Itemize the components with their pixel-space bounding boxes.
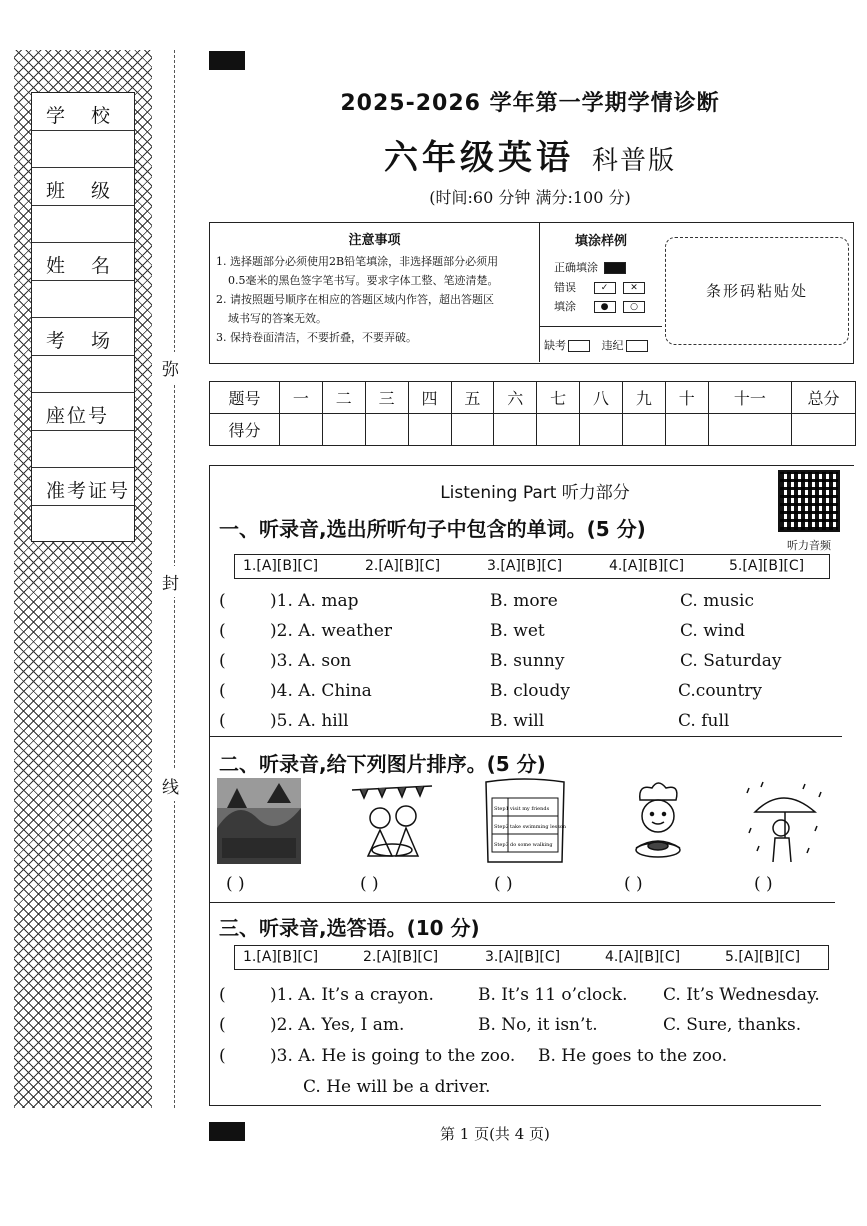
q-paren: ( [219, 651, 226, 671]
score-header-cell: 二 [322, 382, 365, 414]
rain-picture [743, 778, 827, 864]
q-paren: ( [219, 985, 226, 1005]
correct-fill-row [554, 259, 628, 275]
score-value-row [210, 414, 856, 446]
q-paren: ( [219, 1015, 226, 1035]
section-2-title: 二、听录音,给下列图片排序。(5 分) [219, 752, 546, 776]
q-option-a: )4. A. China [270, 681, 372, 701]
picture-answer-blank[interactable]: ( ) [226, 874, 245, 894]
q-option-a: )5. A. hill [270, 711, 349, 731]
score-cell[interactable] [365, 414, 408, 446]
wrong-fill-row-1 [554, 279, 647, 295]
score-cell[interactable] [580, 414, 623, 446]
exam-meta: (时间:60 分钟 满分:100 分) [429, 188, 631, 207]
absent-label: 缺考 [544, 339, 566, 352]
q-paren: ( [219, 681, 226, 701]
seat-label: 座位号 [32, 393, 134, 431]
schedule-cell: take swimming lessons [510, 824, 566, 830]
answer-option[interactable]: 3.[A][B][C] [487, 558, 563, 574]
seal-char-3: 线 [162, 770, 179, 801]
score-cell[interactable] [623, 414, 666, 446]
score-cell[interactable] [280, 414, 323, 446]
notice-item: 2. 请按照题号顺序在相应的答题区域内作答，超出答题区 [216, 293, 494, 306]
chef-picture [616, 778, 700, 864]
exam-id-label: 准考证号 [32, 468, 134, 506]
score-header-cell: 总分 [792, 382, 856, 414]
name-field[interactable] [32, 281, 134, 319]
notice-item: 0.5毫米的黑色签字笔书写。要求字体工整、笔迹清楚。 [228, 274, 499, 287]
answer-bar-1 [234, 554, 830, 579]
correct-fill-label: 正确填涂 [554, 261, 598, 274]
notice-item: 域书写的答案无效。 [228, 312, 327, 325]
school-field[interactable] [32, 131, 134, 169]
page-number: 第 1 页(共 4 页) [440, 1125, 550, 1143]
q-option-c: C. music [680, 591, 754, 611]
section-1-title: 一、听录音,选出所听句子中包含的单词。(5 分) [219, 517, 646, 541]
q-option-a: )3. A. He is going to the zoo. [270, 1046, 516, 1066]
q-option-a: )2. A. Yes, I am. [270, 1015, 405, 1035]
alignment-mark-bottom [209, 1122, 245, 1141]
score-cell[interactable] [665, 414, 708, 446]
exam-id-field[interactable] [32, 506, 134, 544]
score-header-cell: 十 [665, 382, 708, 414]
violation-box[interactable] [626, 340, 648, 352]
qr-code-label: 听力音频 [787, 539, 831, 552]
score-header-cell: 八 [580, 382, 623, 414]
picture-answer-blank[interactable]: ( ) [624, 874, 643, 894]
q-option-a: )2. A. weather [270, 621, 393, 641]
score-cell[interactable] [537, 414, 580, 446]
q-option-c: C. It’s Wednesday. [663, 985, 820, 1005]
cross-mark-icon: ✕ [623, 282, 645, 294]
score-header-row [210, 382, 856, 414]
score-header-cell: 六 [494, 382, 537, 414]
student-info-box [31, 92, 135, 542]
section-divider [209, 902, 835, 903]
check-mark-icon: ✓ [594, 282, 616, 294]
notice-title: 注意事项 [348, 233, 401, 248]
picture-answer-blank[interactable]: ( ) [360, 874, 379, 894]
answer-option[interactable]: 5.[A][B][C] [729, 558, 805, 574]
q-paren: ( [219, 621, 226, 641]
absent-box[interactable] [568, 340, 590, 352]
answer-option[interactable]: 1.[A][B][C] [243, 558, 319, 574]
alignment-mark-top [209, 51, 245, 70]
score-row-label: 得分 [210, 414, 280, 446]
answer-option[interactable]: 4.[A][B][C] [609, 558, 685, 574]
section-bottom-rule [209, 1105, 821, 1106]
exam-term: 2025-2026 学年第一学期学情诊断 [340, 91, 720, 116]
notice-item: 3. 保持卷面清洁，不要折叠，不要弄破。 [216, 331, 417, 344]
score-cell[interactable] [408, 414, 451, 446]
q-option-c: C. wind [680, 621, 746, 641]
schedule-cell: Step3 [494, 842, 509, 848]
answer-bar-3 [234, 945, 829, 970]
q-option-c: C. Saturday [680, 651, 782, 671]
q-option-c: C. full [678, 711, 730, 731]
score-header-cell: 九 [623, 382, 666, 414]
schedule-cell: do some walking [510, 842, 553, 848]
answer-option[interactable]: 2.[A][B][C] [365, 558, 441, 574]
listening-part-title: Listening Part 听力部分 [440, 483, 630, 503]
q-option-a: )3. A. son [270, 651, 352, 671]
q-paren: ( [219, 711, 226, 731]
filled-box-icon [604, 262, 626, 274]
wrong-fill-label-2: 填涂 [554, 300, 576, 313]
score-header-cell: 四 [408, 382, 451, 414]
schedule-picture [484, 778, 566, 864]
picture-answer-blank[interactable]: ( ) [494, 874, 513, 894]
exam-title [230, 130, 830, 179]
q-option-b: B. He goes to the zoo. [538, 1046, 728, 1066]
q-paren: ( [219, 1046, 226, 1066]
notice-instructions [210, 223, 540, 362]
notice-item: 1. 选择题部分必须使用2B铅笔填涂，非选择题部分必须用 [216, 255, 499, 268]
fill-sample [540, 223, 662, 362]
schedule-cell: Step1 [494, 806, 509, 812]
wrong-fill-label: 错误 [554, 281, 576, 294]
picture-answer-blank[interactable]: ( ) [754, 874, 773, 894]
score-header-cell: 题号 [210, 382, 280, 414]
title-edition: 科普版 [591, 146, 676, 176]
fill-sample-title: 填涂样例 [574, 234, 627, 249]
violation-label: 违纪 [601, 339, 624, 352]
q-option-b: B. It’s 11 o’clock. [478, 985, 628, 1005]
score-cell[interactable] [708, 414, 791, 446]
seat-field[interactable] [32, 431, 134, 469]
q-option-c: C. Sure, thanks. [663, 1015, 802, 1035]
q-option-b: B. more [490, 591, 558, 611]
score-cell[interactable] [494, 414, 537, 446]
seal-char-1: 弥 [162, 352, 179, 383]
q-option-b: B. wet [490, 621, 545, 641]
seal-char-2: 封 [162, 566, 179, 597]
landscape-picture [217, 778, 301, 864]
class-field[interactable] [32, 206, 134, 244]
q-option-c: C.country [678, 681, 763, 701]
q-option-a: )1. A. It’s a crayon. [270, 985, 434, 1005]
q-option-c: C. He will be a driver. [303, 1077, 491, 1097]
room-label: 考 场 [32, 318, 134, 356]
section-divider [209, 736, 842, 737]
barcode-area: 条形码粘贴处 [665, 237, 849, 345]
score-cell[interactable] [451, 414, 494, 446]
schedule-cell: Step2 [494, 824, 509, 830]
q-option-a: )1. A. map [270, 591, 359, 611]
score-header-cell: 七 [537, 382, 580, 414]
wrong-fill-row-2 [554, 298, 647, 314]
section-3-title: 三、听录音,选答语。(10 分) [219, 916, 480, 940]
score-table [209, 381, 856, 446]
answer-option[interactable]: 5.[A][B][C] [725, 949, 801, 965]
room-field[interactable] [32, 356, 134, 394]
score-header-cell: 五 [451, 382, 494, 414]
answer-option[interactable]: 2.[A][B][C] [363, 949, 439, 965]
q-option-b: B. cloudy [490, 681, 570, 701]
score-cell[interactable] [322, 414, 365, 446]
dot-filled-icon: ● [594, 301, 616, 313]
q-paren: ( [219, 591, 226, 611]
name-label: 姓 名 [32, 243, 134, 281]
answer-option[interactable]: 4.[A][B][C] [605, 949, 681, 965]
class-label: 班 级 [32, 168, 134, 206]
score-header-cell: 一 [280, 382, 323, 414]
notice-box [209, 222, 854, 364]
score-header-cell: 三 [365, 382, 408, 414]
q-option-b: B. will [490, 711, 545, 731]
school-label: 学 校 [32, 93, 134, 131]
schedule-cell: visit my friends [510, 806, 550, 812]
qr-code-icon[interactable] [778, 470, 840, 532]
answer-option[interactable]: 3.[A][B][C] [485, 949, 561, 965]
q-option-b: B. sunny [490, 651, 565, 671]
title-main: 六年级英语 [383, 138, 574, 178]
party-picture [350, 778, 434, 864]
q-option-b: B. No, it isn’t. [478, 1015, 598, 1035]
answer-option[interactable]: 1.[A][B][C] [243, 949, 319, 965]
score-cell[interactable] [792, 414, 856, 446]
score-header-cell: 十一 [708, 382, 791, 414]
absent-violation-row [540, 326, 662, 362]
dot-empty-icon: ○ [623, 301, 645, 313]
